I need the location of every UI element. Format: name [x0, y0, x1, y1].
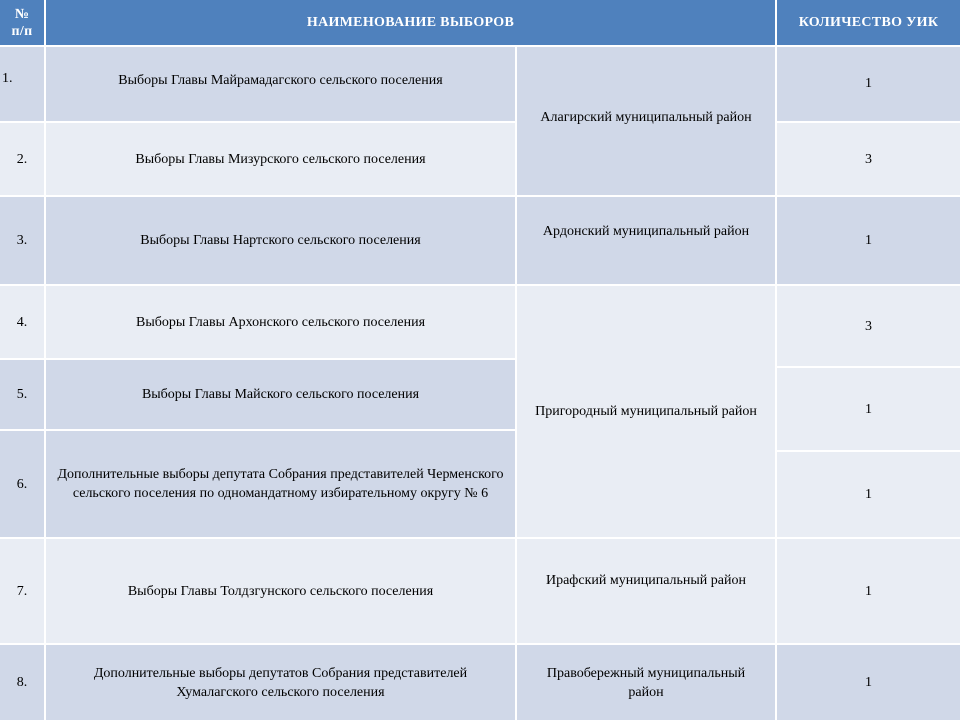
uik-count: 1: [777, 368, 960, 450]
uik-count: 3: [777, 286, 960, 366]
uik-count: 1: [777, 539, 960, 643]
district-cell: Ирафский муниципальный район: [517, 539, 775, 643]
row-number: 3.: [0, 197, 44, 284]
row-number: 1.: [0, 47, 44, 121]
district-cell: Правобережный муниципальный район: [517, 645, 775, 720]
uik-count: 3: [777, 123, 960, 195]
uik-count: 1: [777, 47, 960, 121]
election-name: Дополнительные выборы депутата Собрания представителей Черменского сельского поселения по одномандатному избирательному округу № 6: [46, 431, 515, 537]
election-name: Выборы Главы Архонского сельского поселения: [46, 286, 515, 358]
row-number: 8.: [0, 645, 44, 720]
election-name: Выборы Главы Майрамадагского сельского поселения: [46, 47, 515, 121]
election-name: Выборы Главы Толдзгунского сельского поселения: [46, 539, 515, 643]
header-uik-count: КОЛИЧЕСТВО УИК: [777, 0, 960, 45]
row-number: 7.: [0, 539, 44, 643]
row-number: 6.: [0, 431, 44, 537]
election-name: Выборы Главы Нартского сельского поселения: [46, 197, 515, 284]
row-number: 4.: [0, 286, 44, 358]
uik-count: 1: [777, 645, 960, 720]
uik-count: 1: [777, 452, 960, 537]
row-number: 5.: [0, 360, 44, 429]
district-cell: Ардонский муниципальный район: [517, 197, 775, 284]
election-name: Выборы Главы Мизурского сельского поселения: [46, 123, 515, 195]
header-election-name: НАИМЕНОВАНИЕ ВЫБОРОВ: [46, 0, 775, 45]
district-cell: Пригородный муниципальный район: [517, 286, 775, 537]
header-number: № п/п: [0, 0, 44, 45]
uik-count: 1: [777, 197, 960, 284]
election-name: Дополнительные выборы депутатов Собрания представителей Хумалагского сельского поселения: [46, 645, 515, 720]
row-number: 2.: [0, 123, 44, 195]
election-name: Выборы Главы Майского сельского поселения: [46, 360, 515, 429]
district-cell: Алагирский муниципальный район: [517, 47, 775, 195]
